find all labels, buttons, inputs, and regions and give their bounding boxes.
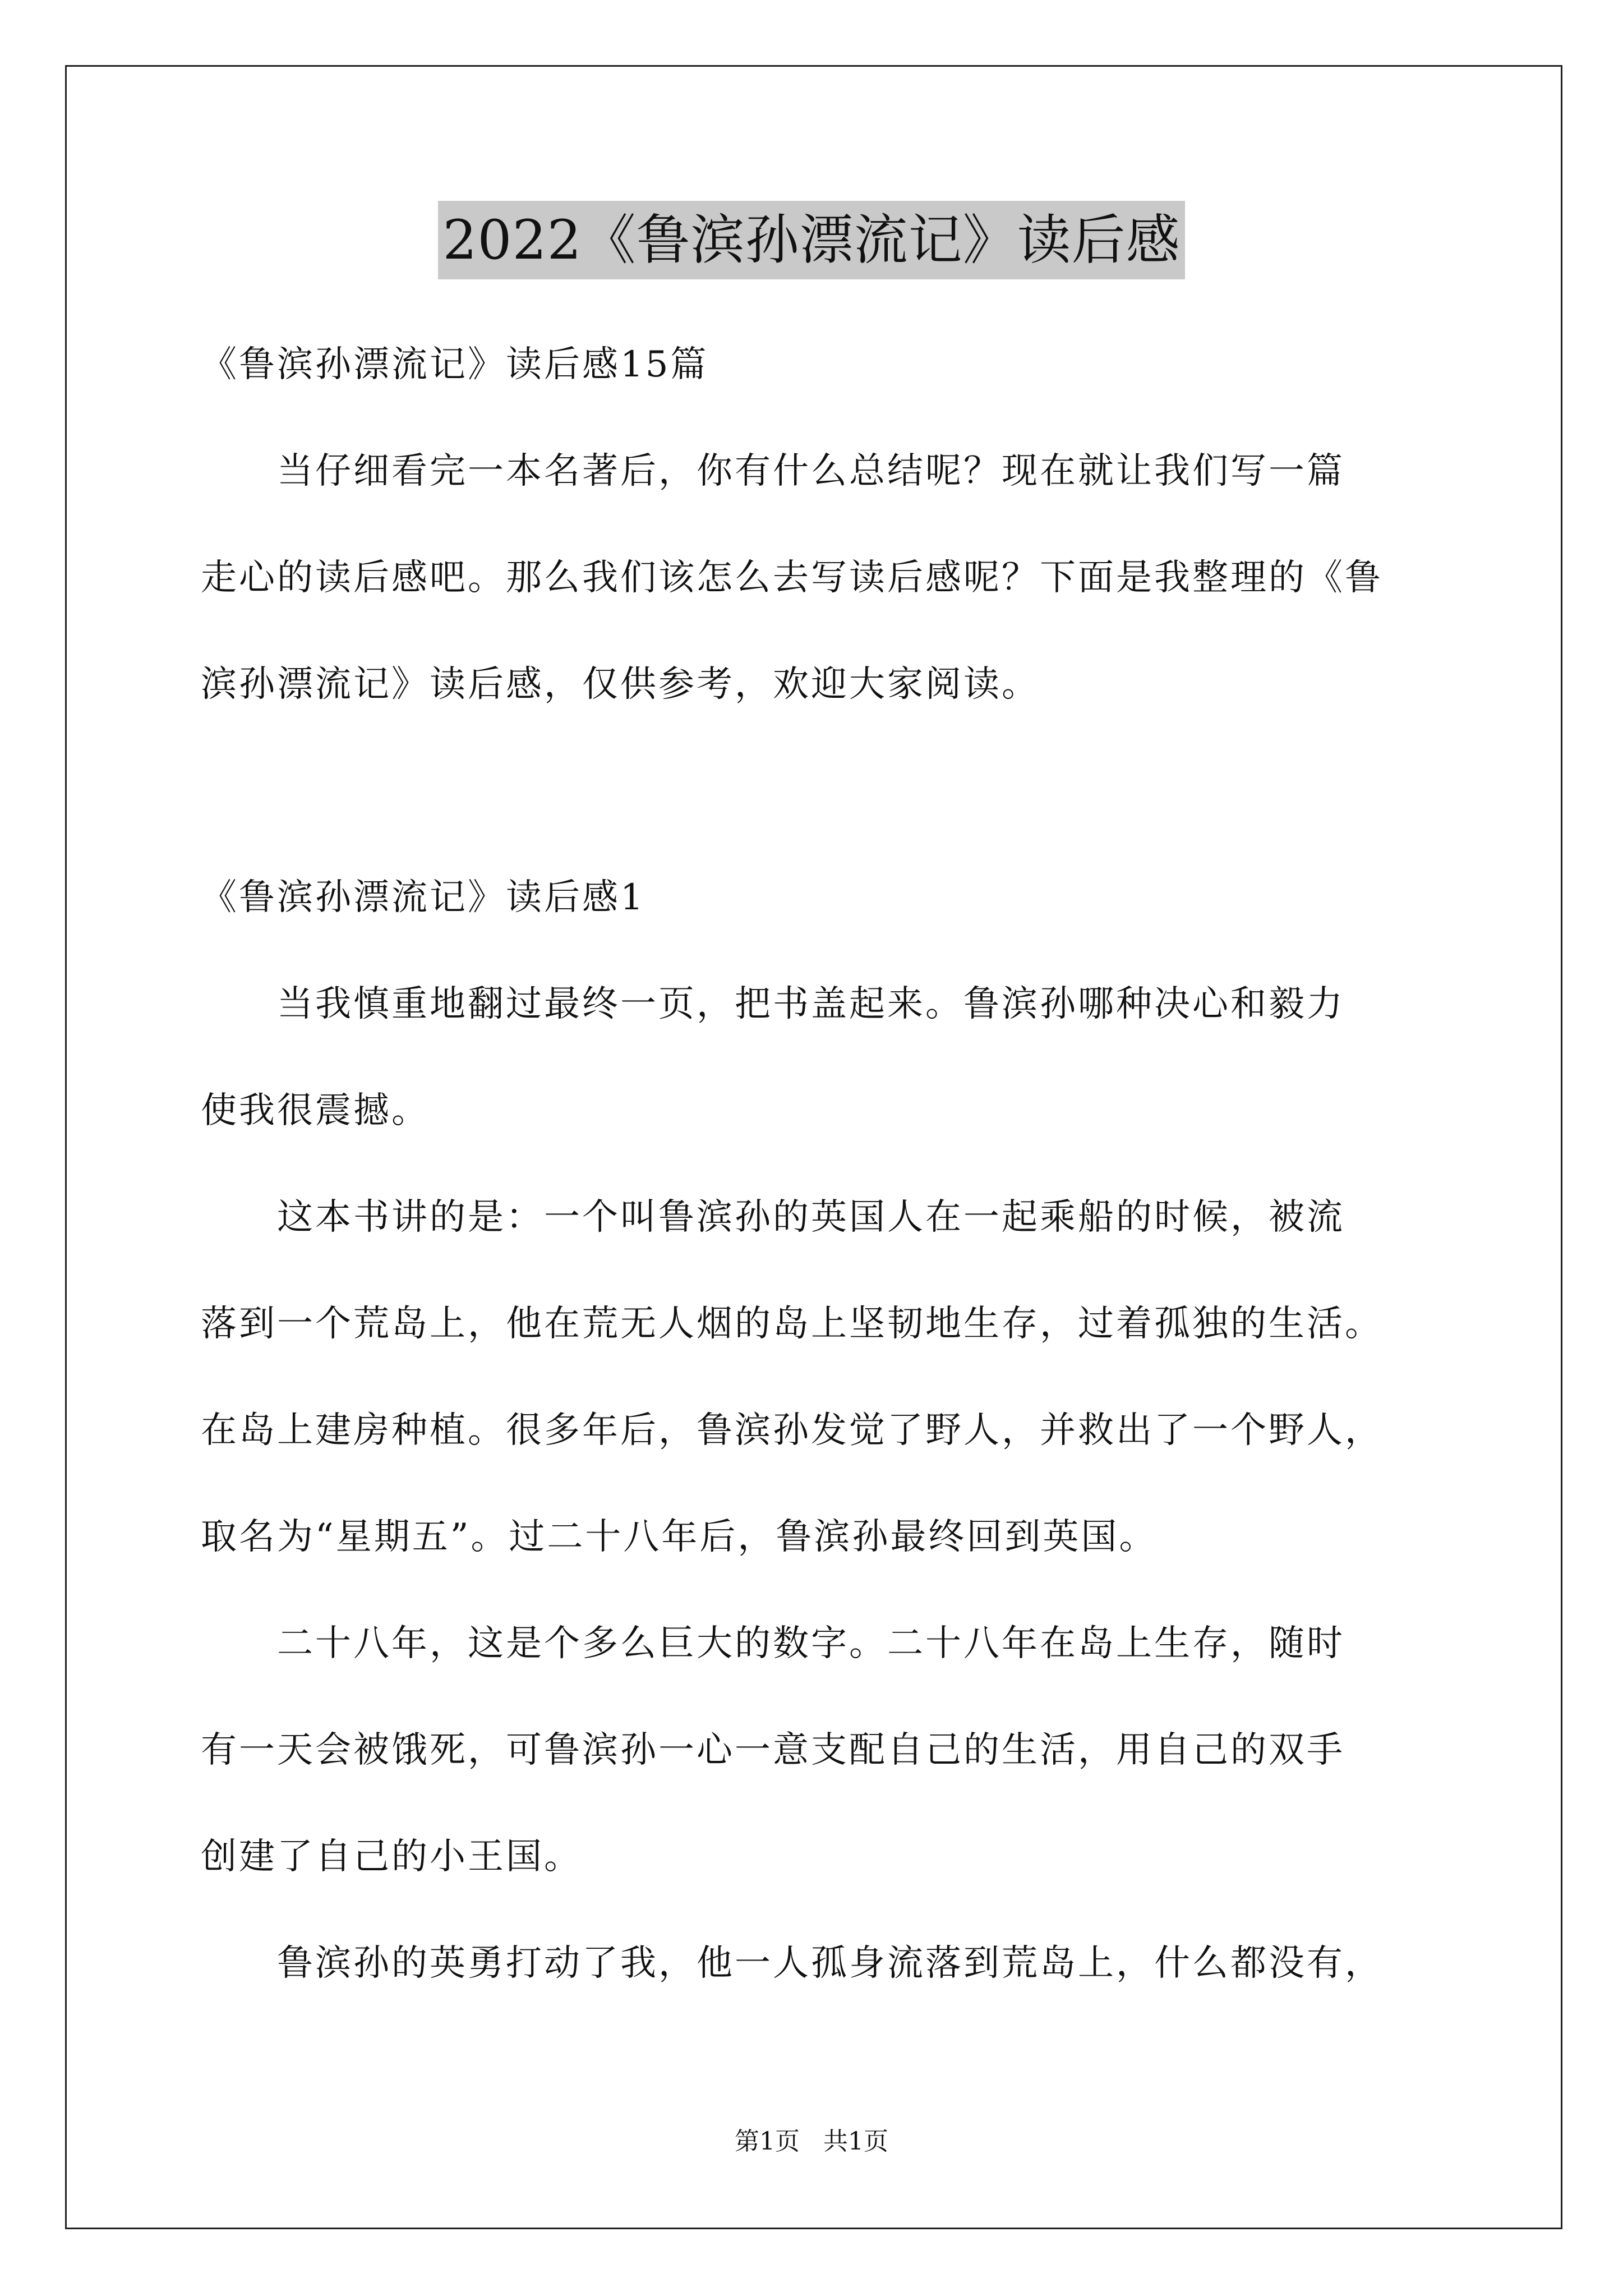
- subtitle-line: 《鲁滨孙漂流记》读后感15篇: [201, 344, 709, 385]
- body-line: 使我很震撼。: [201, 1090, 430, 1131]
- body-line: 当仔细看完一本名著后，你有什么总结呢？现在就让我们写一篇: [201, 450, 1345, 492]
- body-line: 落到一个荒岛上，他在荒无人烟的岛上坚韧地生存，过着孤独的生活。: [201, 1303, 1383, 1345]
- body-line: 滨孙漂流记》读后感，仅供参考，欢迎大家阅读。: [201, 664, 1040, 705]
- document-title: 2022《鲁滨孙漂流记》读后感: [438, 201, 1184, 279]
- body-line: 取名为“星期五”。过二十八年后，鲁滨孙最终回到英国。: [201, 1516, 1158, 1558]
- section-heading: 《鲁滨孙漂流记》读后感1: [201, 877, 645, 918]
- body-line: 在岛上建房种植。很多年后，鲁滨孙发觉了野人，并救出了一个野人，: [201, 1410, 1383, 1451]
- body-line: 有一天会被饿死，可鲁滨孙一心一意支配自己的生活，用自己的双手: [201, 1729, 1345, 1771]
- body-line: 这本书讲的是：一个叫鲁滨孙的英国人在一起乘船的时候，被流: [201, 1197, 1345, 1238]
- page-total: 共1页: [823, 2127, 888, 2156]
- title-container: [0, 201, 1623, 279]
- body-line: 创建了自己的小王国。: [201, 1836, 582, 1878]
- body-line: 二十八年，这是个多么巨大的数字。二十八年在岛上生存，随时: [201, 1623, 1345, 1664]
- body-line: 鲁滨孙的英勇打动了我，他一人孤身流落到荒岛上，什么都没有，: [201, 1943, 1383, 1984]
- body-line: 当我慎重地翻过最终一页，把书盖起来。鲁滨孙哪种决心和毅力: [201, 983, 1345, 1025]
- page-footer: [0, 2125, 1623, 2159]
- body-line: 走心的读后感吧。那么我们该怎么去写读后感呢？下面是我整理的《鲁: [201, 557, 1383, 599]
- page-number: 第1页: [735, 2127, 800, 2156]
